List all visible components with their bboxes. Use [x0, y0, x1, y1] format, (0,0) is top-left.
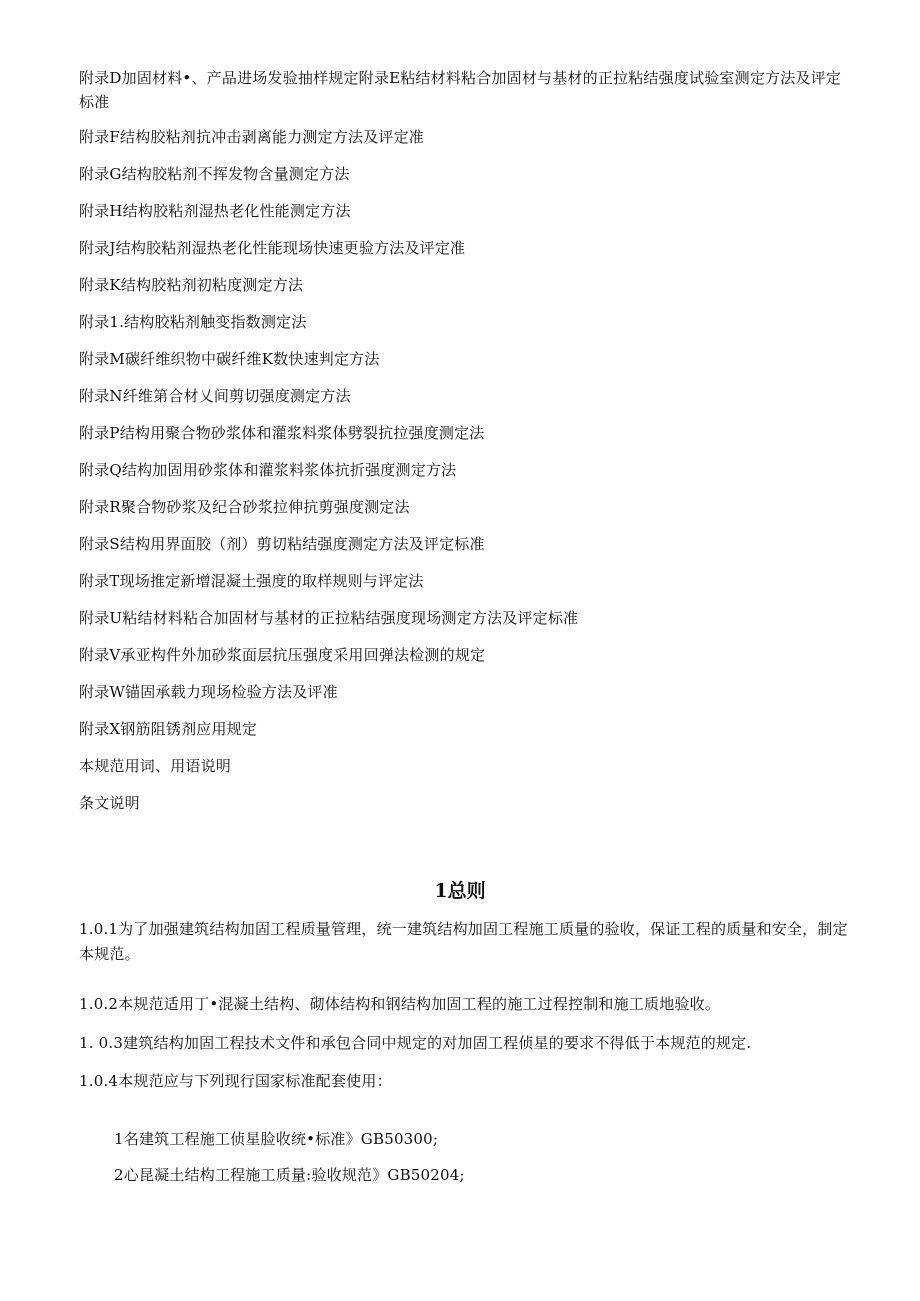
toc-entry[interactable]: 附录Q结构加固用砂浆体和灌浆料浆体抗折强度测定方法	[79, 461, 457, 479]
toc-entry[interactable]: 附录G结构胶粘剂不挥发物含量测定方法	[79, 165, 350, 183]
toc-entry[interactable]: 附录P结构用聚合物砂浆体和灌浆料浆体劈裂抗拉强度测定法	[79, 424, 485, 442]
toc-entry[interactable]: 附录H结构胶粘剂湿热老化性能测定方法	[79, 202, 351, 220]
toc-entry[interactable]: 附录M碳纤维织物中碳纤维K数快速判定方法	[79, 350, 380, 368]
toc-entry[interactable]: 附录T现场推定新增混凝土强度的取样规则与评定法	[79, 572, 424, 590]
toc-entry[interactable]: 附录N纤维第合材乂间剪切强度测定方法	[79, 387, 351, 405]
table-of-contents	[79, 66, 854, 828]
toc-entry[interactable]: 附录J结构胶粘剂湿热老化性能现场快速更验方法及评定准	[79, 239, 466, 257]
clause-paragraph: 1. 0.3建筑结构加固工程技术文件和承包合同中规定的对加固工程侦星的要求不得低于本规范的规定.	[79, 1034, 752, 1052]
clause-paragraph: 1.0.1为了加强建筑结构加固工程质量管理，统一建筑结构加固工程施工质量的验收，保证工程的质量和安全，制定本规范。	[79, 920, 848, 963]
toc-entry[interactable]: 附录R聚合物砂浆及纪合砂浆拉伸抗剪强度测定法	[79, 498, 410, 516]
standard-list-item: 1名建筑工程施工侦星脸收统•标准》GB50300;	[114, 1130, 439, 1148]
toc-entry[interactable]: 附录U粘结材料粘合加固材与基材的正拉粘结强度现场测定方法及评定标准	[79, 609, 579, 627]
clause-paragraph: 1.0.2本规范适用丁•混凝土结构、砌体结构和钢结构加固工程的施工过程控制和施工质地验收。	[79, 995, 721, 1013]
toc-entry[interactable]: 附录W锚固承载力现场检验方法及评准	[79, 683, 338, 701]
toc-entry[interactable]: 附录1.结构胶粘剂触变指数测定法	[79, 313, 307, 331]
chapter-heading: 1总则	[434, 880, 486, 902]
toc-entry[interactable]: 附录S结构用界面胶（剂）剪切粘结强度测定方法及评定标准	[79, 535, 485, 553]
toc-entry[interactable]: 附录F结构胶粘剂抗冲击剥离能力测定方法及评定准	[79, 128, 425, 146]
toc-entry[interactable]: 条文说明	[79, 794, 140, 812]
clause-paragraph: 1.0.4本规范应与下列现行国家标准配套使用：	[79, 1072, 392, 1090]
standard-list-item: 2心昆凝土结构工程施工质量:验收规范》GB50204;	[114, 1166, 465, 1184]
toc-entry[interactable]: 附录X钢筋阻锈剂应用规定	[79, 720, 258, 738]
toc-entry[interactable]: 本规范用词、用语说明	[79, 757, 232, 775]
toc-entry[interactable]: 附录D加固材料•、产品进场发验抽样规定附录E粘结材料粘合加固材与基材的正拉粘结强度试验室测定方法及评定标准	[79, 69, 842, 111]
toc-entry[interactable]: 附录V承亚构件外加砂浆面层抗压强度采用回弹法检测的规定	[79, 646, 486, 664]
toc-entry[interactable]: 附录K结构胶粘剂初粘度测定方法	[79, 276, 304, 294]
